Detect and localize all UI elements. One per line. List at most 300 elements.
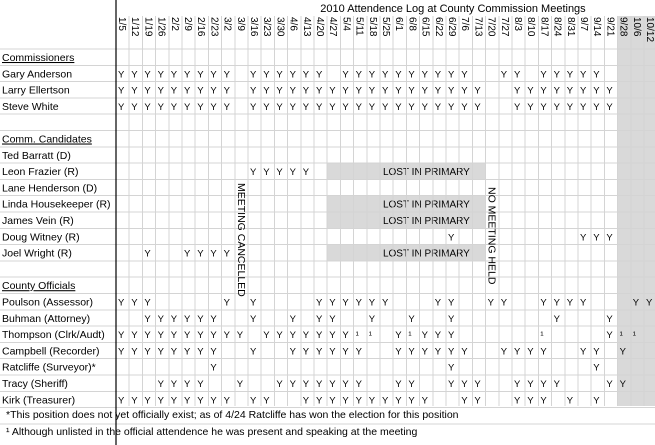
attendance-mark: Y (223, 297, 230, 309)
attendance-mark: Y (421, 69, 428, 81)
attendance-mark: Y (157, 101, 164, 113)
attendance-mark: Y (197, 313, 204, 325)
attendance-mark: Y (566, 297, 574, 309)
attendance-mark: Y (448, 346, 455, 358)
attendance-mark: Y (368, 395, 376, 407)
date-header: 8/10 (525, 17, 537, 37)
date-header: 6/1 (393, 17, 405, 31)
attendance-mark: Y (527, 101, 534, 113)
date-header: 4/20 (314, 17, 325, 37)
row-name: Leon Frazier (R) (2, 166, 79, 179)
attendance-mark: Y (355, 395, 362, 407)
attendance-mark: Y (289, 167, 296, 179)
attendance-mark: Y (184, 101, 191, 113)
row-name: Poulson (Assessor) (2, 296, 94, 309)
attendance-mark: Y (514, 69, 521, 81)
attendance-mark: Y (500, 346, 508, 358)
attendance-mark: Y (210, 69, 217, 81)
attendance-mark: Y (276, 69, 283, 81)
attendance-mark: Y (197, 395, 204, 407)
date-header: 7/6 (459, 17, 471, 31)
attendance-mark: Y (448, 232, 455, 244)
date-header: 2/2 (168, 17, 180, 31)
date-header: 6/15 (419, 17, 431, 37)
attendance-mark: Y (448, 313, 455, 325)
attendance-mark: Y (448, 297, 455, 309)
attendance-mark: Y (316, 379, 323, 390)
date-header: 2/16 (195, 17, 207, 37)
attendance-mark: Y (448, 330, 455, 342)
attendance-mark: Y (342, 297, 349, 309)
attendance-mark: Y (580, 101, 587, 113)
attendance-mark: Y (144, 69, 151, 81)
attendance-mark: Y (355, 85, 362, 97)
attendance-mark: Y (593, 395, 600, 407)
attendance-mark: Y (540, 85, 547, 97)
attendance-mark: Y (566, 69, 574, 81)
attendance-mark: Y (276, 101, 283, 113)
attendance-mark: ¹ (368, 330, 372, 342)
row-name: Lane Henderson (D) (2, 182, 98, 195)
attendance-mark: Y (421, 85, 428, 97)
section-heading: County Officials (2, 280, 76, 293)
attendance-mark: Y (197, 101, 204, 113)
attendance-mark: Y (461, 85, 468, 97)
date-header: 8/24 (551, 17, 563, 37)
attendance-mark: Y (144, 346, 151, 358)
attendance-mark: Y (434, 330, 442, 342)
attendance-mark: Y (593, 85, 600, 97)
attendance-mark: Y (289, 346, 296, 358)
attendance-mark: Y (593, 362, 600, 374)
date-header: 2/9 (182, 17, 193, 31)
date-header: 3/23 (261, 17, 273, 37)
attendance-mark: Y (368, 69, 376, 81)
attendance-mark: Y (580, 85, 587, 97)
attendance-mark: Y (276, 379, 283, 390)
attendance-mark: Y (593, 101, 600, 113)
row-name: Tracy (Sheriff) (2, 378, 68, 390)
attendance-mark: Y (316, 346, 323, 358)
attendance-mark: Y (263, 395, 270, 407)
attendance-mark: Y (276, 330, 283, 342)
row-name: Ted Barratt (D) (2, 149, 71, 162)
attendance-mark: Y (263, 69, 270, 81)
attendance-mark: Y (184, 330, 191, 342)
attendance-mark: Y (527, 346, 534, 358)
date-header: 8/17 (538, 17, 550, 37)
attendance-mark: ¹ (540, 330, 544, 342)
date-header: 3/9 (234, 17, 246, 31)
attendance-mark: Y (461, 69, 468, 81)
date-header: 5/4 (340, 17, 352, 31)
attendance-mark: Y (395, 101, 402, 113)
date-header: 9/7 (578, 17, 589, 31)
attendance-mark: Y (316, 101, 323, 113)
attendance-mark: Y (540, 379, 547, 390)
attendance-mark: Y (289, 101, 296, 113)
attendance-mark: Y (540, 346, 547, 358)
attendance-mark: Y (131, 297, 138, 309)
attendance-mark: Y (408, 101, 415, 113)
attendance-mark: Y (593, 346, 600, 358)
attendance-mark: Y (302, 346, 310, 358)
attendance-mark: Y (157, 330, 164, 342)
attendance-mark: Y (197, 69, 204, 81)
attendance-mark: Y (250, 313, 257, 325)
attendance-mark: ¹ (408, 330, 412, 342)
attendance-mark: Y (342, 101, 349, 113)
attendance-mark: Y (170, 330, 178, 342)
attendance-mark: ¹ (632, 330, 636, 342)
attendance-mark: Y (368, 85, 376, 97)
attendance-mark: Y (487, 297, 494, 309)
attendance-mark: Y (250, 395, 257, 407)
attendance-mark: Y (263, 101, 270, 113)
row-name: Joel Wright (R) (2, 247, 72, 260)
attendance-mark: Y (118, 395, 125, 407)
attendance-mark: Y (316, 297, 323, 309)
date-header: 9/28 (617, 17, 629, 37)
attendance-mark: Y (302, 167, 310, 179)
attendance-mark: Y (329, 297, 336, 309)
attendance-mark: Y (566, 101, 574, 113)
attendance-mark: Y (250, 167, 257, 179)
attendance-mark: Y (302, 330, 310, 342)
attendance-mark: Y (448, 101, 455, 113)
date-header: 1/26 (155, 17, 167, 37)
attendance-mark: Y (606, 85, 613, 97)
attendance-mark: Y (474, 85, 481, 97)
attendance-mark: Y (316, 330, 323, 342)
attendance-mark: Y (434, 346, 442, 358)
attendance-mark: Y (434, 101, 442, 113)
attendance-mark: Y (276, 85, 283, 97)
attendance-mark: Y (434, 297, 442, 309)
attendance-mark: Y (210, 330, 217, 342)
attendance-mark: Y (289, 330, 296, 342)
attendance-mark: Y (250, 297, 257, 309)
attendance-mark: Y (316, 85, 323, 97)
attendance-mark: Y (118, 101, 125, 113)
attendance-mark: Y (210, 101, 217, 113)
attendance-mark: Y (223, 85, 230, 97)
attendance-mark: Y (342, 395, 349, 407)
attendance-mark: Y (448, 362, 455, 374)
attendance-mark: Y (157, 313, 164, 325)
attendance-mark: Y (408, 395, 415, 407)
attendance-mark: Y (289, 313, 296, 325)
attendance-mark: Y (223, 69, 230, 81)
attendance-mark: Y (566, 85, 574, 97)
attendance-mark: Y (580, 69, 587, 81)
date-header: 6/8 (406, 17, 418, 31)
attendance-mark: Y (342, 85, 349, 97)
attendance-mark: Y (421, 330, 428, 342)
attendance-mark: Y (382, 69, 389, 81)
attendance-mark: Y (461, 346, 468, 358)
attendance-mark: Y (408, 69, 415, 81)
row-name: Kirk (Treasurer) (2, 394, 76, 407)
attendance-mark: Y (632, 297, 640, 309)
section-heading: Comm. Candidates (2, 133, 92, 146)
attendance-mark: Y (593, 69, 600, 81)
attendance-mark: Y (210, 395, 217, 407)
attendance-mark: Y (408, 85, 415, 97)
attendance-mark: Y (263, 85, 270, 97)
attendance-mark: Y (580, 346, 587, 358)
attendance-mark: Y (329, 346, 336, 358)
attendance-mark: Y (157, 395, 164, 407)
attendance-mark: Y (197, 346, 204, 358)
attendance-mark: ¹ (619, 330, 623, 342)
row-name: Thompson (Clrk/Audt) (2, 329, 105, 342)
attendance-mark: Y (184, 69, 191, 81)
attendance-mark: Y (514, 379, 521, 390)
attendance-mark: Y (553, 85, 560, 97)
attendance-mark: Y (553, 101, 560, 113)
attendance-mark: Y (329, 379, 336, 390)
attendance-mark: Y (408, 313, 415, 325)
attendance-mark: Y (263, 167, 270, 179)
attendance-mark: Y (131, 69, 138, 81)
attendance-mark: Y (329, 85, 336, 97)
attendance-mark: Y (157, 379, 164, 390)
attendance-mark: Y (514, 101, 521, 113)
sheet-title: 2010 Attendence Log at County Commission Meetings (320, 3, 586, 15)
date-header: 8/31 (564, 17, 576, 37)
attendance-mark: ¹ (355, 330, 359, 342)
attendance-mark: Y (461, 379, 468, 390)
attendance-mark: Y (170, 379, 178, 390)
date-header: 7/13 (472, 17, 484, 37)
attendance-mark: Y (250, 69, 257, 81)
attendance-mark: Y (289, 379, 296, 390)
attendance-mark: Y (210, 85, 217, 97)
date-header: 9/21 (604, 17, 616, 37)
banner-label: LOST IN PRIMARY (382, 248, 470, 260)
attendance-mark: Y (170, 69, 178, 81)
attendance-mark: Y (355, 69, 362, 81)
attendance-mark: Y (184, 346, 191, 358)
attendance-mark: Y (144, 395, 151, 407)
attendance-mark: Y (606, 330, 613, 342)
attendance-mark: Y (514, 85, 521, 97)
attendance-mark: Y (342, 330, 349, 342)
attendance-mark: Y (540, 101, 547, 113)
attendance-mark: Y (408, 346, 415, 358)
attendance-mark: Y (184, 313, 191, 325)
date-header: 7/27 (498, 17, 510, 37)
date-header: 8/3 (512, 17, 523, 31)
attendance-mark: Y (302, 379, 310, 390)
attendance-mark: Y (223, 395, 230, 407)
date-header: 3/2 (221, 17, 233, 31)
attendance-mark: Y (170, 101, 178, 113)
date-header: 3/30 (274, 17, 286, 37)
date-header: 1/19 (142, 17, 154, 37)
banner-label: LOST IN PRIMARY (382, 199, 470, 211)
attendance-mark: Y (566, 395, 574, 407)
row-name: Steve White (2, 100, 59, 113)
row-name: Doug Witney (R) (2, 231, 80, 244)
attendance-mark: Y (474, 379, 481, 390)
attendance-mark: Y (118, 85, 125, 97)
attendance-mark: Y (223, 330, 230, 342)
attendance-mark: Y (329, 330, 336, 342)
attendance-mark: Y (131, 346, 138, 358)
attendance-mark: Y (170, 346, 178, 358)
attendance-mark: Y (553, 313, 560, 325)
attendance-mark: Y (263, 330, 270, 342)
date-header: 7/20 (485, 17, 497, 37)
attendance-mark: Y (329, 313, 336, 325)
attendance-mark: Y (395, 346, 402, 358)
date-header: 2/23 (208, 17, 220, 37)
attendance-mark: Y (223, 101, 230, 113)
row-name: James Vein (R) (2, 215, 74, 227)
attendance-mark: Y (540, 69, 547, 81)
attendance-mark: Y (514, 395, 521, 407)
attendance-mark: Y (395, 330, 402, 342)
row-name: Campbell (Recorder) (2, 345, 100, 358)
attendance-mark: Y (144, 85, 151, 97)
attendance-mark: Y (144, 248, 151, 260)
attendance-mark: Y (355, 297, 362, 309)
date-header: 1/5 (116, 17, 127, 31)
attendance-mark: Y (157, 69, 164, 81)
attendance-mark: Y (421, 395, 428, 407)
attendance-mark: Y (474, 101, 481, 113)
banner-label: LOST IN PRIMARY (382, 167, 470, 179)
attendance-mark: Y (421, 346, 428, 358)
attendance-mark: Y (434, 85, 442, 97)
attendance-mark: Y (474, 395, 481, 407)
attendance-mark: Y (210, 346, 217, 358)
row-name: Ratcliffe (Surveyor)* (2, 361, 96, 374)
attendance-mark: Y (197, 330, 204, 342)
date-header: 5/25 (380, 17, 391, 37)
attendance-mark: Y (500, 297, 508, 309)
row-name: Buhman (Attorney) (2, 312, 91, 325)
attendance-mark: Y (118, 69, 125, 81)
attendance-mark: Y (395, 379, 402, 390)
vertical-note: NO MEETING HELD (485, 187, 498, 285)
attendance-mark: Y (342, 69, 349, 81)
attendance-mark: Y (184, 395, 191, 407)
attendance-mark: Y (527, 395, 534, 407)
attendance-mark: Y (527, 379, 534, 390)
date-header: 1/12 (129, 17, 141, 37)
attendance-mark: Y (250, 346, 257, 358)
attendance-mark: Y (619, 379, 626, 390)
attendance-mark: Y (593, 232, 600, 244)
attendance-mark: Y (302, 395, 310, 407)
attendance-mark: Y (210, 248, 217, 260)
attendance-mark: Y (144, 313, 151, 325)
attendance-mark: Y (527, 85, 534, 97)
attendance-mark: Y (118, 330, 125, 342)
attendance-mark: Y (170, 395, 178, 407)
attendance-mark: Y (619, 346, 626, 358)
attendance-mark: Y (540, 297, 547, 309)
date-header: 9/14 (591, 17, 603, 37)
attendance-mark: Y (210, 313, 217, 325)
attendance-mark: Y (316, 395, 323, 407)
attendance-mark: Y (368, 313, 376, 325)
attendance-mark: Y (236, 330, 244, 342)
attendance-mark: Y (342, 346, 349, 358)
attendance-mark: Y (448, 69, 455, 81)
attendance-mark: Y (448, 379, 455, 390)
date-header: 10/6 (630, 17, 642, 37)
attendance-mark: Y (170, 85, 178, 97)
section-heading: Commissioners (2, 52, 75, 64)
date-header: 3/16 (248, 17, 259, 37)
date-header: 4/27 (327, 17, 339, 37)
attendance-mark: Y (157, 346, 164, 358)
attendance-mark: Y (250, 101, 257, 113)
attendance-mark: Y (500, 69, 508, 81)
attendance-mark: Y (131, 330, 138, 342)
attendance-mark: Y (118, 297, 125, 309)
attendance-mark: Y (368, 297, 376, 309)
attendance-mark: Y (302, 101, 310, 113)
attendance-mark: Y (395, 395, 402, 407)
attendance-mark: Y (302, 85, 310, 97)
attendance-mark: Y (276, 167, 283, 179)
date-header: 4/6 (287, 17, 299, 31)
attendance-mark: Y (329, 101, 336, 113)
attendance-mark: Y (606, 232, 613, 244)
attendance-mark: Y (461, 395, 468, 407)
attendance-mark: Y (514, 346, 521, 358)
attendance-mark: Y (553, 297, 560, 309)
attendance-mark: Y (448, 85, 455, 97)
attendance-mark: Y (184, 379, 191, 390)
attendance-mark: Y (395, 69, 402, 81)
attendance-mark: Y (223, 248, 230, 260)
date-header: 5/11 (353, 17, 365, 36)
attendance-mark: Y (197, 85, 204, 97)
attendance-mark: Y (157, 85, 164, 97)
attendance-mark: Y (461, 101, 468, 113)
attendance-mark: Y (316, 69, 323, 81)
attendance-mark: Y (382, 85, 389, 97)
attendance-mark: Y (606, 379, 613, 390)
attendance-mark: Y (184, 85, 191, 97)
attendance-mark: Y (580, 232, 587, 244)
attendance-mark: Y (395, 85, 402, 97)
attendance-mark: Y (553, 69, 560, 81)
row-name: Gary Anderson (2, 68, 73, 81)
banner-label: LOST IN PRIMARY (382, 216, 470, 227)
attendance-mark: Y (250, 85, 257, 97)
attendance-mark: Y (606, 101, 613, 113)
attendance-mark: Y (553, 379, 560, 390)
attendance-mark: Y (408, 379, 415, 390)
attendance-mark: Y (289, 85, 296, 97)
attendance-mark: Y (434, 69, 442, 81)
attendance-mark: Y (184, 248, 191, 260)
attendance-mark: Y (382, 395, 389, 407)
attendance-mark: Y (131, 395, 138, 407)
attendance-mark: Y (382, 101, 389, 113)
attendance-mark: Y (316, 313, 323, 325)
attendance-mark: Y (302, 69, 310, 81)
attendance-mark: Y (118, 346, 125, 358)
attendance-mark: Y (382, 297, 389, 309)
